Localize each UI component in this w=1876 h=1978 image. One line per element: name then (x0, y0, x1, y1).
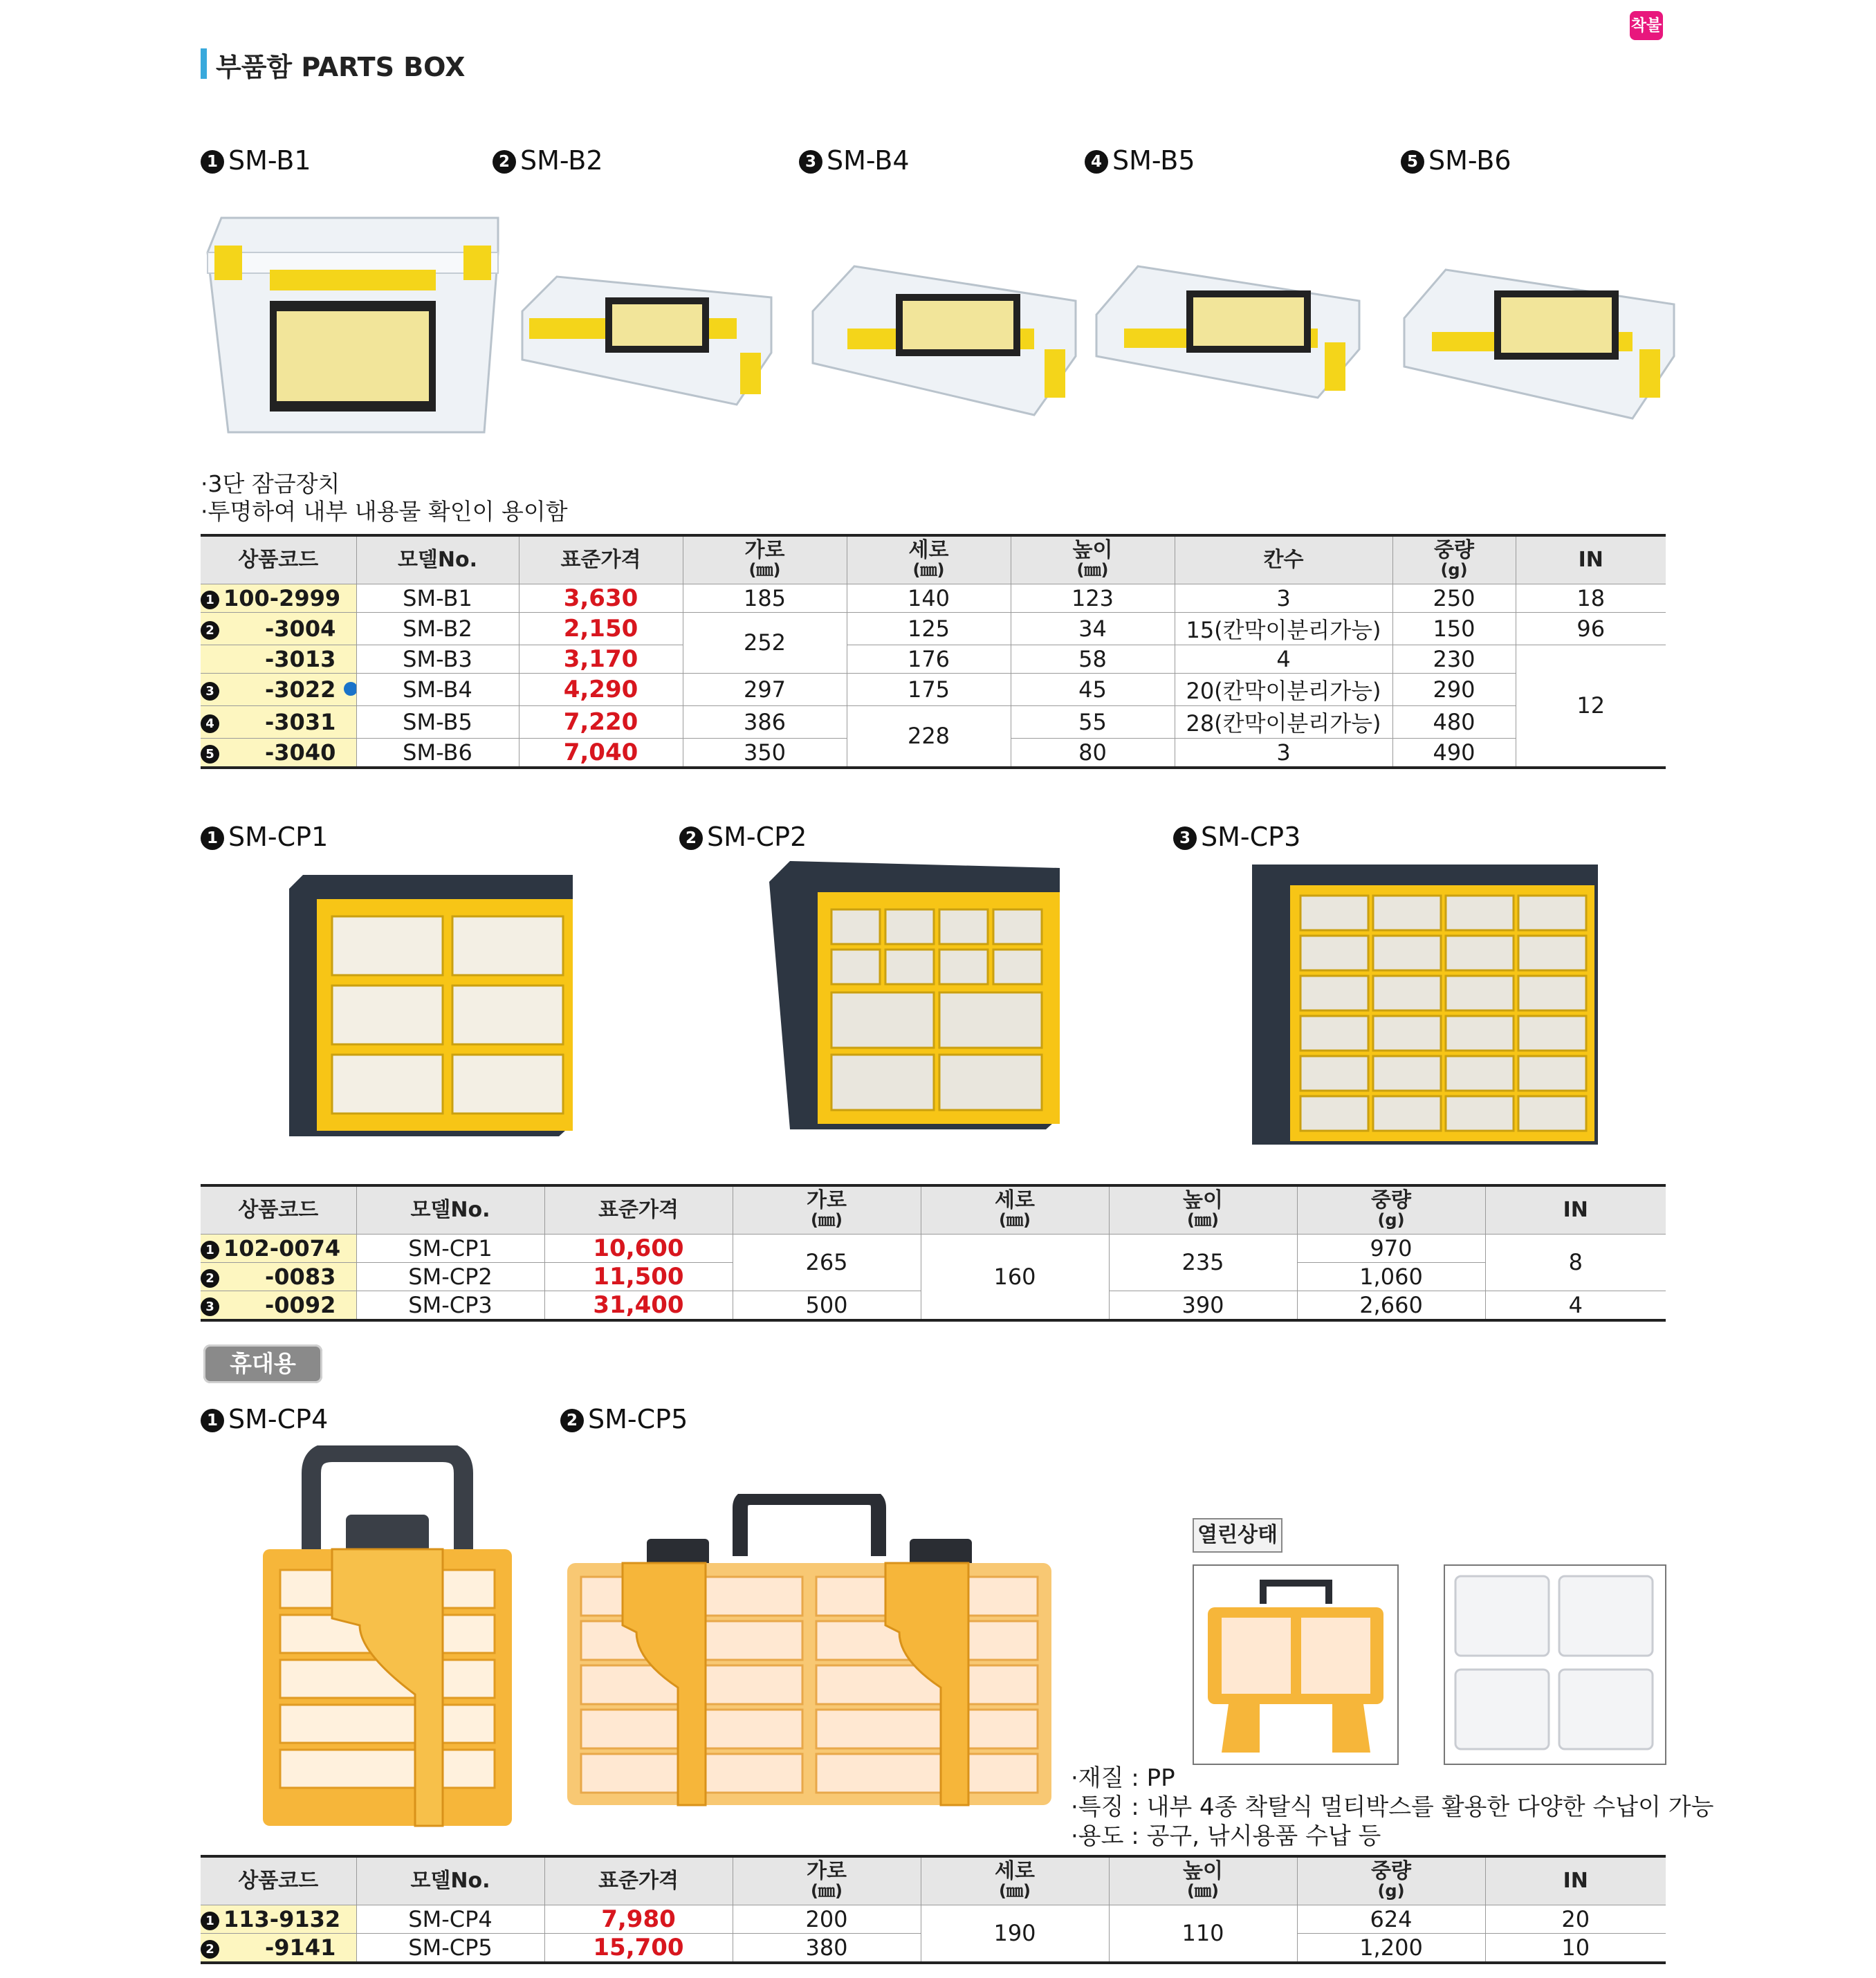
table-row: -3013 SM-B3 3,170 176 58 4 230 12 (201, 645, 1666, 673)
sm-cp3-cabinet-image (1252, 858, 1601, 1148)
table-row: 2 -0083 SM-CP2 11,500 1,060 (201, 1262, 1666, 1291)
drawer (1446, 1016, 1514, 1051)
col-price: 표준가격 (544, 1185, 733, 1234)
parts-box-table (201, 534, 1666, 769)
sm-b5-box-image (1089, 259, 1366, 405)
table-row: 2 -9141 SM-CP5 15,700 380 1,200 10 (201, 1933, 1666, 1963)
col-price: 표준가격 (519, 535, 683, 584)
table-row: 1 113-9132 SM-CP4 7,980 200 190 110 624 20 (201, 1905, 1666, 1933)
col-width: 가로 (㎜) (683, 535, 847, 584)
drawer (1446, 976, 1514, 1010)
drawer (1518, 976, 1586, 1010)
col-weight: 중량 (g) (1297, 1856, 1485, 1905)
drawer (1518, 1016, 1586, 1051)
sm-b2-box-image (515, 270, 778, 415)
sm-b6-box-image (1397, 263, 1681, 422)
table-row: 5 -3040 SM-B6 7,040 350 80 3 490 (201, 738, 1666, 768)
col-code: 상품코드 (201, 535, 356, 584)
drawer (1300, 1096, 1368, 1131)
bullet-lock: ·3단 잠금장치 (201, 470, 340, 497)
col-weight: 중량 (g) (1392, 535, 1516, 584)
col-weight: 중량 (g) (1297, 1185, 1485, 1234)
portable-table (201, 1855, 1666, 1964)
sm-cp4-portable-image (249, 1445, 526, 1833)
open-state-label: 열린상태 (1193, 1518, 1282, 1553)
col-height: 높이 (㎜) (1109, 1185, 1297, 1234)
col-price: 표준가격 (544, 1856, 733, 1905)
feature-bullets (201, 470, 568, 526)
col-depth: 세로 (㎜) (921, 1185, 1109, 1234)
open-state-photo-closed (1193, 1564, 1399, 1765)
col-depth: 세로 (㎜) (847, 535, 1011, 584)
col-in: IN (1516, 535, 1666, 584)
drawer (1446, 1096, 1514, 1131)
portable-tag: 휴대용 (203, 1344, 322, 1383)
col-width: 가로 (㎜) (733, 1185, 921, 1234)
product-label-sm-cp5: 2 SM-CP5 (560, 1404, 688, 1434)
bullet-transparent: ·투명하여 내부 내용물 확인이 용이함 (201, 498, 568, 525)
col-model: 모델No. (356, 1856, 544, 1905)
drawer (1446, 936, 1514, 970)
shipping-badge: 착불 (1630, 11, 1663, 40)
product-label-sm-b5: 4 SM-B5 (1085, 145, 1195, 176)
drawer (1518, 896, 1586, 930)
spec-material: ·재질 : PP (1071, 1764, 1175, 1792)
col-model: 모델No. (356, 535, 519, 584)
drawer (1373, 976, 1441, 1010)
table-row: 2 -3004 SM-B2 2,150 252 125 34 15(칸막이분리가능) 150 96 (201, 612, 1666, 645)
table-row: 3 -0092 SM-CP3 31,400 500 390 2,660 4 (201, 1291, 1666, 1320)
sm-cp5-portable-image (567, 1494, 1051, 1812)
col-width: 가로 (㎜) (733, 1856, 921, 1905)
multibox-tray (816, 1710, 1038, 1748)
drawer (1373, 1056, 1441, 1091)
table-row: 1 100-2999 SM-B1 3,630 185 140 123 3 250 18 (201, 584, 1666, 612)
spec-usage: ·용도 : 공구, 낚시용품 수납 등 (1071, 1822, 1381, 1850)
page-title: 부품함 PARTS BOX (216, 52, 466, 82)
col-height: 높이 (㎜) (1109, 1856, 1297, 1905)
drawer (1300, 1056, 1368, 1091)
table-row: 3 -3022 SM-B4 4,290 297 175 45 20(칸막이분리가능) 290 (201, 673, 1666, 705)
product-label-sm-cp3: 3 SM-CP3 (1173, 822, 1300, 852)
drawer (1373, 936, 1441, 970)
portable-spec-list (1071, 1764, 1713, 1851)
sm-cp2-cabinet-image (769, 861, 1067, 1131)
product-label-sm-cp4: 1 SM-CP4 (201, 1404, 328, 1434)
sm-cp1-cabinet-image (289, 875, 580, 1138)
product-label-sm-cp1: 1 SM-CP1 (201, 822, 328, 852)
drawer (1518, 1096, 1586, 1131)
col-height: 높이 (㎜) (1011, 535, 1175, 584)
drawer (1300, 936, 1368, 970)
cabinet-table (201, 1184, 1666, 1322)
product-label-sm-b4: 3 SM-B4 (799, 145, 910, 176)
drawer (1518, 936, 1586, 970)
table-row: 1 102-0074 SM-CP1 10,600 265 160 235 970 8 (201, 1234, 1666, 1262)
drawer (1300, 896, 1368, 930)
open-state-photo-inserts (1444, 1564, 1666, 1765)
drawer (1446, 1056, 1514, 1091)
col-depth: 세로 (㎜) (921, 1856, 1109, 1905)
col-in: IN (1485, 1856, 1666, 1905)
col-cells: 칸수 (1175, 535, 1392, 584)
product-label-sm-b6: 5 SM-B6 (1401, 145, 1511, 176)
product-label-sm-b1: 1 SM-B1 (201, 145, 311, 176)
col-code: 상품코드 (201, 1185, 356, 1234)
table-row: 4 -3031 SM-B5 7,220 386 228 55 28(칸막이분리가능) 480 (201, 705, 1666, 738)
multibox-tray (816, 1754, 1038, 1793)
drawer (1300, 976, 1368, 1010)
spec-feature: ·특징 : 내부 4종 착탈식 멀티박스를 활용한 다양한 수납이 가능 (1071, 1793, 1714, 1821)
col-model: 모델No. (356, 1185, 544, 1234)
title-accent-bar (201, 48, 207, 79)
drawer (1373, 896, 1441, 930)
sm-b4-box-image (806, 259, 1083, 418)
col-in: IN (1485, 1185, 1666, 1234)
new-item-dot-icon (344, 682, 356, 696)
drawer (1446, 896, 1514, 930)
sm-b1-box-image (201, 176, 505, 439)
col-code: 상품코드 (201, 1856, 356, 1905)
drawer (1300, 1016, 1368, 1051)
drawer (1518, 1056, 1586, 1091)
product-label-sm-b2: 2 SM-B2 (493, 145, 603, 176)
drawer (1373, 1096, 1441, 1131)
drawer (1373, 1016, 1441, 1051)
product-label-sm-cp2: 2 SM-CP2 (679, 822, 807, 852)
